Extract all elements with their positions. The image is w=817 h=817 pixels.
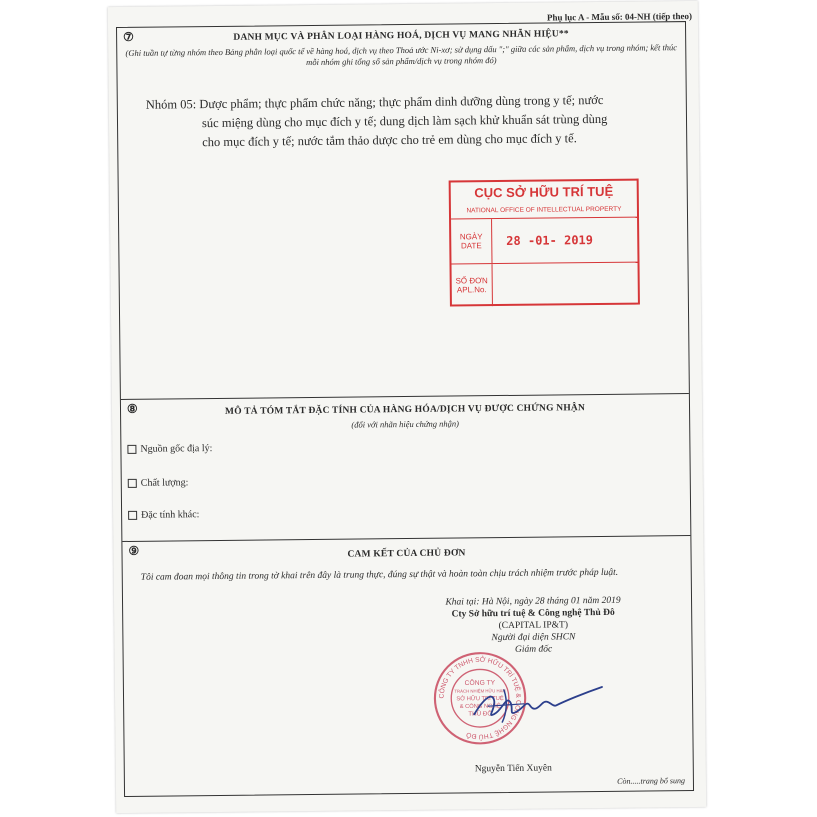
date-label-vi: NGÀY xyxy=(459,232,483,242)
section-8-title: MÔ TẢ TÓM TẮT ĐẶC TÍNH CỦA HÀNG HÓA/DỊCH VỤ ĐƯỢC CHỨNG NHẬN xyxy=(224,403,586,417)
section-7-title: DANH MỤC VÀ PHÂN LOẠI HÀNG HOÁ, DỊCH VỤ MANG NHÃN HIỆU** xyxy=(233,29,569,43)
svg-text:& CÔNG NGHỆ: & CÔNG NGHỆ xyxy=(459,703,501,711)
appno-label-en: APL.No. xyxy=(456,285,487,295)
svg-text:CÔNG TY: CÔNG TY xyxy=(464,679,496,687)
stamp-date-row xyxy=(451,218,637,265)
receipt-stamp xyxy=(449,179,640,307)
other-checkbox-row[interactable] xyxy=(128,509,199,521)
svg-text:SỞ HỮU TRÍ TUỆ: SỞ HỮU TRÍ TUỆ xyxy=(456,695,504,703)
group-line-2: súc miệng dùng cho mục đích y tế; dung dịch làm sạch khử khuẩn sát trùng dùng xyxy=(201,111,608,131)
declaration-place-date: Khai tại: Hà Nội, ngày 28 tháng 01 năm 2019 xyxy=(445,595,621,608)
stamp-date-value: 28 -01- 2019 xyxy=(506,233,594,248)
group-line-3: cho mục đích y tế; nước tắm thảo dược cho trẻ em dùng cho mục đích y tế. xyxy=(202,131,577,150)
stamp-title: CỤC SỞ HỮU TRÍ TUỆ xyxy=(474,183,614,201)
origin-checkbox-row[interactable] xyxy=(127,443,212,455)
other-label: Đặc tính khác: xyxy=(141,509,200,521)
section-9-number: ⑨ xyxy=(128,543,140,558)
other-checkbox[interactable] xyxy=(128,511,137,520)
goods-group-05 xyxy=(146,90,677,153)
date-label-en: DATE xyxy=(460,241,482,251)
commitment-text: Tôi cam đoan mọi thông tin trong tờ khai trên đây là trung thực, đúng sự thật và hoàn toàn chịu trách nhiệm trước pháp luật. xyxy=(140,567,619,583)
section-7-note: (Ghi tuần tự từng nhóm theo Bảng phân loại quốc tế về hàng hoá, dịch vụ theo Thoả ước Ni-xơ; sử dụng dấu ";" giữa các sản phẩm, dịch vụ trong nhóm; kết thúc mỗi nhóm ghi tổng số sản phẩm/dịch vụ trong nhóm đó) xyxy=(125,42,678,68)
signer-position: Giám đốc xyxy=(514,644,553,655)
stamp-date-label xyxy=(451,219,492,263)
quality-checkbox[interactable] xyxy=(128,479,137,488)
svg-text:THỦ ĐÔ: THỦ ĐÔ xyxy=(468,710,493,718)
continued-note: Còn.....trang bổ sung xyxy=(617,776,685,786)
quality-checkbox-row[interactable] xyxy=(128,477,189,489)
group-line-1: Nhóm 05: Dược phẩm; thực phẩm chức năng; thực phẩm dinh dưỡng dùng trong y tế; nước xyxy=(145,92,604,112)
section-8-note: (đối với nhãn hiệu chứng nhận) xyxy=(351,418,460,430)
stamp-appno-value xyxy=(493,263,638,307)
appno-label-vi: SỐ ĐƠN xyxy=(455,276,488,286)
representative-role: Người đại diện SHCN xyxy=(491,632,576,644)
section-8 xyxy=(121,394,690,542)
signer-name: Nguyễn Tiến Xuyên xyxy=(474,763,552,775)
stamp-appno-row xyxy=(452,263,638,307)
form-reference: Phụ lục A - Mẫu số: 04-NH (tiếp theo) xyxy=(546,10,692,23)
company-name: Cty Sở hữu trí tuệ & Công nghệ Thủ Đô xyxy=(451,607,615,620)
section-7 xyxy=(117,22,689,400)
handwritten-signature xyxy=(464,677,605,728)
document-page xyxy=(108,1,706,813)
quality-label: Chất lượng: xyxy=(140,477,189,489)
section-8-number: ⑧ xyxy=(126,401,138,416)
stamp-appno-label xyxy=(452,264,493,306)
origin-label: Nguồn gốc địa lý: xyxy=(140,443,213,455)
section-7-number: ⑦ xyxy=(123,29,134,44)
section-9 xyxy=(122,536,693,796)
company-name-en: (CAPITAL IP&T) xyxy=(498,620,569,632)
origin-checkbox[interactable] xyxy=(127,445,136,454)
section-9-title: CAM KẾT CỦA CHỦ ĐƠN xyxy=(347,548,466,560)
form-frame xyxy=(116,21,694,797)
svg-text:CÔNG TY TNHH SỞ HỮU TRÍ TUỆ &: CÔNG TY TNHH SỞ HỮU TRÍ TUỆ & CÔNG NGHỆ THỦ ĐÔ xyxy=(438,656,522,740)
svg-text:TRÁCH NHIỆM HỮU HẠN: TRÁCH NHIỆM HỮU HẠN xyxy=(454,688,506,694)
stamp-subtitle: NATIONAL OFFICE OF INTELLECTUAL PROPERTY xyxy=(451,203,637,220)
